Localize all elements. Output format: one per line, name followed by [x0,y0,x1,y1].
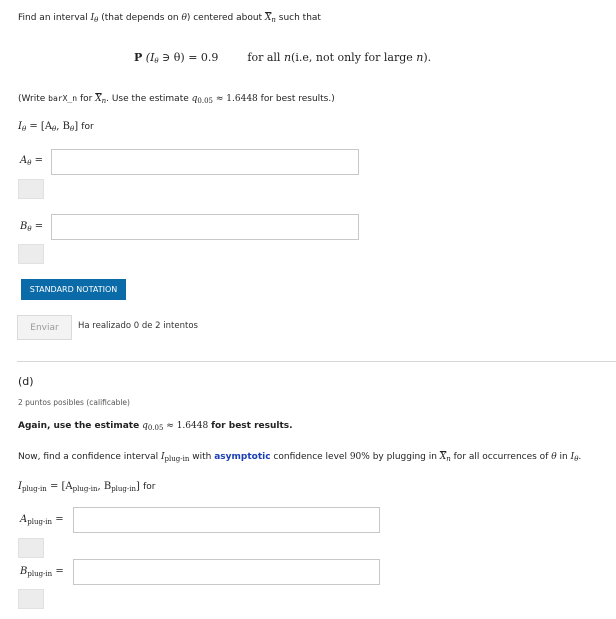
a-theta-label: $A_\theta$ = [20,155,44,167]
b-theta-preview [18,244,44,264]
a-theta-preview [18,179,44,199]
part-d-heading: (d) [18,375,34,388]
now-line: Now, find a confidence interval $I_{plug-in}$ with asymptotic confidence level 90% by plugging in $\overline{X}_n$ for all occurrences of θ in $I_\theta$. [18,452,582,463]
plugin-interval-definition: $I_{plug-in} = [A_{plug-in}$, $B_{plug-in}$] for [18,481,156,493]
b-theta-label: $B_\theta$ = [20,221,44,233]
again-line: Again, use the estimate $q_{0.05} \approx 1.6448$ for best results. [18,421,293,432]
b-plugin-label: $B_{plug-in}$ = [20,566,64,578]
a-plugin-label: $A_{plug-in}$ = [20,514,64,526]
b-theta-input[interactable] [51,214,359,240]
a-theta-input[interactable] [51,149,359,175]
a-plugin-input[interactable] [73,507,380,533]
submit-button[interactable]: Enviar [17,315,72,340]
attempts-text: Ha realizado 0 de 2 intentos [78,321,198,331]
a-plugin-preview [18,538,44,558]
interval-definition: $I_\theta = [A_\theta$, $B_\theta$] for [18,121,94,133]
asymptotic-link[interactable]: asymptotic [214,452,271,462]
probability-formula: P ($I_\theta$ ∋ θ) = 0.9 for all n(i.e, not only for large n). [134,51,432,65]
hint-line: (Write barX_n for $\overline{X}_n$. Use the estimate $q_{0.05} \approx 1.6448$ for best results.) [18,94,335,105]
intro-line: Find an interval $I_\theta$ (that depends on θ) centered about $\overline{X}_n$ such that [18,13,321,24]
section-divider [17,361,616,362]
part-d-points: 2 puntos posibles (calificable) [18,398,130,407]
b-plugin-input[interactable] [73,559,380,585]
standard-notation-button[interactable]: STANDARD NOTATION [21,279,126,300]
b-plugin-preview [18,589,44,609]
